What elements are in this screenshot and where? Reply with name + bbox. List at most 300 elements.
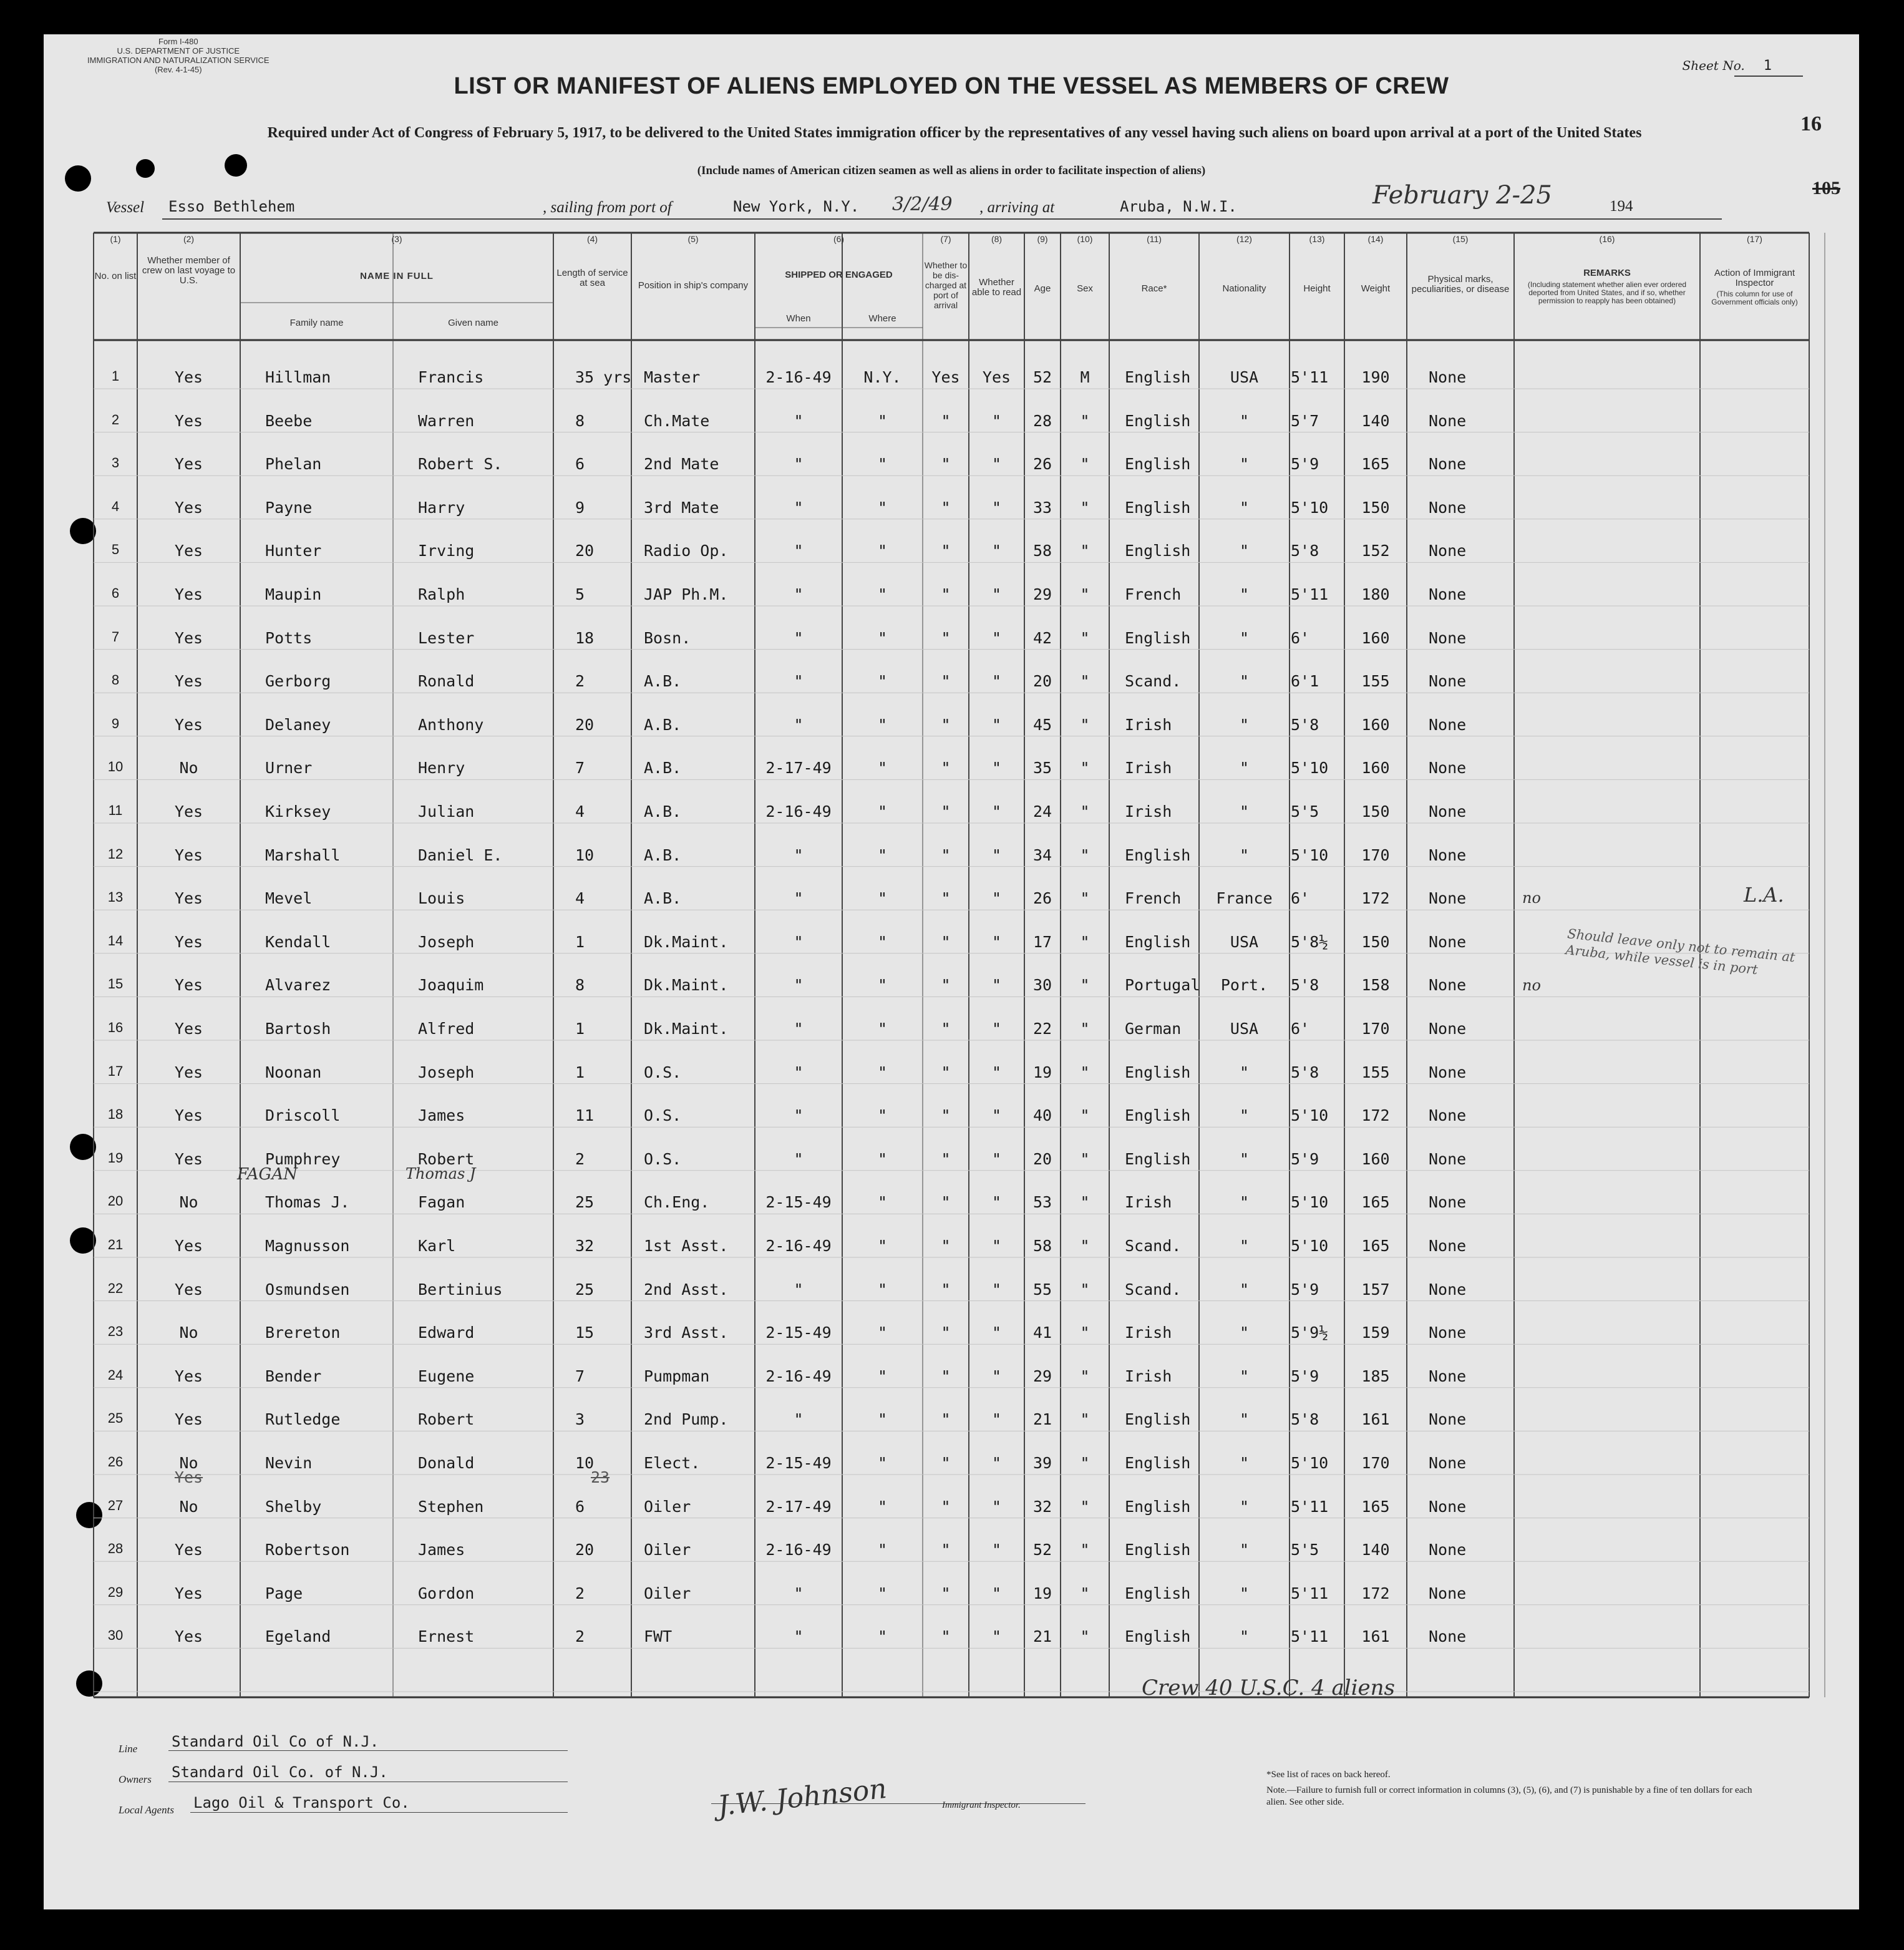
family-name: Rutledge [265, 1410, 341, 1429]
shipped-when: " [794, 846, 804, 864]
nationality: " [1239, 1454, 1250, 1472]
service-length: 20 [575, 715, 595, 734]
given-name: Stephen [418, 1497, 484, 1516]
physical-marks: None [1429, 976, 1467, 995]
col-header-sex: Sex [1077, 283, 1093, 294]
age: 55 [1032, 1280, 1052, 1299]
column-number: (15) [1452, 234, 1469, 244]
age: 30 [1032, 976, 1052, 995]
shipped-where: " [877, 498, 888, 517]
able-to-read: " [991, 1149, 1002, 1168]
previous-voyage: Yes [174, 455, 203, 474]
physical-marks: None [1429, 1149, 1467, 1168]
previous-voyage: No [179, 1497, 198, 1516]
row-number: 5 [111, 542, 120, 558]
col-header-family-name: Family name [289, 318, 344, 328]
height: 5'8 [1291, 1063, 1319, 1081]
shipped-when: " [794, 1280, 804, 1299]
position: A.B. [644, 889, 682, 908]
row-number: 10 [107, 759, 124, 775]
shipped-when: " [794, 976, 804, 995]
race: Irish [1125, 715, 1172, 734]
col-header-previous-voyage: Whether member of crew on last voyage to U.S. [142, 255, 236, 286]
arriving-label: , arriving at [979, 199, 1055, 216]
weight: 159 [1361, 1324, 1390, 1342]
shipped-where: " [877, 759, 888, 778]
col-header-physical-marks: Physical marks, peculiarities, or disease [1411, 274, 1510, 295]
row-number: 28 [107, 1541, 124, 1557]
col-header-given-name: Given name [448, 318, 498, 328]
race: English [1125, 846, 1191, 864]
shipped-when: " [794, 1063, 804, 1081]
age: 17 [1032, 932, 1052, 951]
shipped-where: " [877, 628, 888, 647]
shipped-where: " [877, 672, 888, 691]
family-name: Urner [265, 759, 313, 778]
nationality: " [1239, 1237, 1250, 1255]
able-to-read: " [991, 1584, 1002, 1602]
able-to-read: " [991, 585, 1002, 603]
given-name: Donald [418, 1454, 475, 1472]
nationality: " [1239, 1324, 1250, 1342]
shipped-when: 2-15-49 [765, 1324, 832, 1342]
height: 5'10 [1291, 1106, 1329, 1125]
weight: 140 [1361, 411, 1390, 430]
physical-marks: None [1429, 1367, 1467, 1385]
document-title: LIST OR MANIFEST OF ALIENS EMPLOYED ON THE VESSEL AS MEMBERS OF CREW [454, 73, 1449, 99]
age: 34 [1032, 846, 1052, 864]
discharged: " [941, 1324, 951, 1342]
weight: 190 [1361, 368, 1390, 386]
position: 3rd Mate [644, 498, 719, 517]
position: 3rd Asst. [644, 1324, 729, 1342]
family-name: Potts [265, 628, 313, 647]
age: 53 [1032, 1193, 1052, 1212]
race: English [1125, 1627, 1191, 1646]
previous-voyage: Yes [174, 1367, 203, 1385]
row-number: 1 [111, 368, 120, 384]
service-length: 8 [575, 976, 585, 995]
race: English [1125, 932, 1191, 951]
position: 2nd Mate [644, 455, 719, 474]
shipped-where: " [877, 802, 888, 821]
physical-marks: None [1429, 1237, 1467, 1255]
position: Oiler [644, 1584, 691, 1602]
position: Oiler [644, 1497, 691, 1516]
race: Scand. [1125, 672, 1182, 691]
position: O.S. [644, 1063, 682, 1081]
height: 5'10 [1291, 759, 1329, 778]
line-value: Standard Oil Co of N.J. [172, 1733, 379, 1750]
discharged: " [941, 1541, 951, 1559]
height: 5'10 [1291, 498, 1329, 517]
discharged: " [941, 1106, 951, 1125]
family-name: Beebe [265, 411, 313, 430]
given-name: Fagan [418, 1193, 465, 1212]
shipped-where: " [877, 1020, 888, 1038]
shipped-when: " [794, 715, 804, 734]
height: 5'10 [1291, 1237, 1329, 1255]
previous-voyage: Yes [174, 1410, 203, 1429]
height: 5'11 [1291, 1497, 1329, 1516]
row-number: 2 [111, 411, 120, 427]
nationality: Port. [1220, 976, 1268, 995]
position: 1st Asst. [644, 1237, 729, 1255]
row26-struck-service: 23 [591, 1468, 610, 1486]
shipped-when: 2-16-49 [765, 802, 832, 821]
row-number: 12 [107, 846, 124, 862]
physical-marks: None [1429, 455, 1467, 474]
family-name: Thomas J. [265, 1193, 350, 1212]
given-name: Francis [418, 368, 484, 386]
race: Irish [1125, 1324, 1172, 1342]
agents-label: Local Agents [119, 1804, 174, 1816]
physical-marks: None [1429, 932, 1467, 951]
height: 5'8 [1291, 715, 1319, 734]
shipped-where: " [877, 889, 888, 908]
nationality: " [1239, 802, 1250, 821]
nationality: " [1239, 1280, 1250, 1299]
row-number: 27 [107, 1497, 124, 1513]
race: Irish [1125, 1367, 1172, 1385]
previous-voyage: Yes [174, 715, 203, 734]
given-name: Robert S. [418, 455, 503, 474]
race: Irish [1125, 759, 1172, 778]
sex: " [1080, 889, 1090, 908]
service-length: 1 [575, 932, 585, 951]
discharged: " [941, 411, 951, 430]
discharged: " [941, 715, 951, 734]
physical-marks: None [1429, 368, 1467, 386]
age: 26 [1032, 889, 1052, 908]
weight: 152 [1361, 542, 1390, 560]
col-header-where: Where [868, 313, 896, 324]
shipped-when: 2-17-49 [765, 759, 832, 778]
row-number: 18 [107, 1106, 124, 1123]
given-name: James [418, 1106, 465, 1125]
previous-voyage: Yes [174, 542, 203, 560]
sex: " [1080, 846, 1090, 864]
discharged: " [941, 1020, 951, 1038]
given-name: Lester [418, 628, 475, 647]
row15-remark: no [1522, 977, 1541, 994]
age: 19 [1032, 1584, 1052, 1602]
shipped-when: " [794, 542, 804, 560]
given-name: Henry [418, 759, 465, 778]
height: 5'10 [1291, 1454, 1329, 1472]
year-prefix: 194 [1610, 198, 1633, 215]
row-number: 20 [107, 1193, 124, 1209]
column-number: (13) [1309, 234, 1325, 244]
sex: " [1080, 1063, 1090, 1081]
family-name: Payne [265, 498, 313, 517]
service-length: 4 [575, 802, 585, 821]
column-number: (16) [1599, 234, 1615, 244]
row-number: 21 [107, 1237, 124, 1252]
height: 6' [1291, 889, 1310, 908]
physical-marks: None [1429, 1497, 1467, 1516]
agents-underline [190, 1812, 568, 1813]
shipped-where: " [877, 1454, 888, 1472]
race: English [1125, 1454, 1191, 1472]
row-number: 16 [107, 1020, 124, 1035]
weight: 160 [1361, 628, 1390, 647]
position: A.B. [644, 715, 682, 734]
col-header-service: Length of service at sea [556, 268, 628, 288]
previous-voyage: Yes [174, 585, 203, 603]
weight: 172 [1361, 1584, 1390, 1602]
service-length: 7 [575, 759, 585, 778]
sex: M [1080, 368, 1090, 386]
nationality: " [1239, 1584, 1250, 1602]
position: Dk.Maint. [644, 932, 729, 951]
vessel-label: Vessel [106, 199, 145, 216]
shipped-where: " [877, 585, 888, 603]
race: English [1125, 542, 1191, 560]
service-length: 2 [575, 1627, 585, 1646]
physical-marks: None [1429, 1627, 1467, 1646]
position: Dk.Maint. [644, 976, 729, 995]
discharged: " [941, 1367, 951, 1385]
sex: " [1080, 1627, 1090, 1646]
height: 5'8 [1291, 976, 1319, 995]
able-to-read: " [991, 1063, 1002, 1081]
position: 2nd Pump. [644, 1410, 729, 1429]
age: 41 [1032, 1324, 1052, 1342]
nationality: " [1239, 1410, 1250, 1429]
discharged: " [941, 889, 951, 908]
agents-value: Lago Oil & Transport Co. [193, 1794, 410, 1811]
physical-marks: None [1429, 1020, 1467, 1038]
able-to-read: " [991, 976, 1002, 995]
service-length: 32 [575, 1237, 595, 1255]
shipped-where: " [877, 846, 888, 864]
family-name: Magnusson [265, 1237, 350, 1255]
previous-voyage: Yes [174, 889, 203, 908]
sex: " [1080, 542, 1090, 560]
family-name: Kendall [265, 932, 331, 951]
age: 45 [1032, 715, 1052, 734]
sex: " [1080, 802, 1090, 821]
discharged: " [941, 759, 951, 778]
sex: " [1080, 585, 1090, 603]
weight: 161 [1361, 1410, 1390, 1429]
row-number: 8 [111, 672, 120, 688]
able-to-read: " [991, 1454, 1002, 1472]
column-number: (5) [687, 234, 699, 244]
sex: " [1080, 1149, 1090, 1168]
height: 6'1 [1291, 672, 1319, 691]
race: English [1125, 1541, 1191, 1559]
row-number: 4 [111, 498, 120, 514]
age: 32 [1032, 1497, 1052, 1516]
shipped-when: " [794, 932, 804, 951]
owners-value: Standard Oil Co. of N.J. [172, 1763, 388, 1781]
given-name: Eugene [418, 1367, 475, 1385]
inspector-underline [711, 1803, 1086, 1804]
able-to-read: " [991, 889, 1002, 908]
column-number: (1) [110, 234, 121, 244]
sex: " [1080, 1020, 1090, 1038]
position: Dk.Maint. [644, 1020, 729, 1038]
height: 5'11 [1291, 1627, 1329, 1646]
family-name: Nevin [265, 1454, 313, 1472]
race: English [1125, 455, 1191, 474]
nationality: USA [1230, 1020, 1259, 1038]
race: Scand. [1125, 1280, 1182, 1299]
row-number: 11 [108, 802, 123, 818]
height: 5'9 [1291, 1367, 1319, 1385]
family-name: Marshall [265, 846, 341, 864]
col-header-race: Race* [1141, 283, 1167, 294]
sex: " [1080, 1193, 1090, 1212]
shipped-where: " [877, 1149, 888, 1168]
col-header-shipped: SHIPPED OR ENGAGED [785, 270, 893, 280]
shipped-where: N.Y. [863, 368, 901, 386]
column-number: (14) [1367, 234, 1384, 244]
given-name: Ernest [418, 1627, 475, 1646]
nationality: " [1239, 1497, 1250, 1516]
sailing-port: New York, N.Y. [733, 198, 860, 215]
age: 29 [1032, 1367, 1052, 1385]
line-label: Line [119, 1743, 138, 1755]
arrival-date-handwritten: February 2-25 [1372, 181, 1552, 210]
discharged: " [941, 1237, 951, 1255]
sex: " [1080, 1584, 1090, 1602]
able-to-read: " [991, 1627, 1002, 1646]
col-header-able-to-read: Whether able to read [971, 277, 1022, 298]
row26-struck-previous: Yes [174, 1468, 203, 1486]
row13-remark: no [1522, 889, 1541, 907]
height: 5'8½ [1291, 932, 1329, 951]
weight: 157 [1361, 1280, 1390, 1299]
position: Master [644, 368, 701, 386]
row-number: 24 [107, 1367, 124, 1383]
previous-voyage: No [179, 1454, 198, 1472]
position: 2nd Asst. [644, 1280, 729, 1299]
shipped-where: " [877, 1410, 888, 1429]
discharged: " [941, 1280, 951, 1299]
shipped-where: " [877, 1193, 888, 1212]
row-number: 3 [111, 455, 120, 471]
previous-voyage: Yes [174, 1237, 203, 1255]
given-name: Louis [418, 889, 465, 908]
arriving-port: Aruba, N.W.I. [1120, 198, 1237, 215]
sailing-date-handwritten: 3/2/49 [892, 193, 953, 215]
requirement-statement: Required under Act of Congress of February 5, 1917, to be delivered to the United States immigration officer by the representatives of any vessel having such aliens on board upon arrival at a port of the United States [267, 125, 1642, 141]
able-to-read: " [991, 498, 1002, 517]
nationality: " [1239, 1367, 1250, 1385]
race: English [1125, 628, 1191, 647]
height: 5'7 [1291, 411, 1319, 430]
given-name: Robert [418, 1149, 475, 1168]
weight: 158 [1361, 976, 1390, 995]
form-line: IMMIGRATION AND NATURALIZATION SERVICE [87, 56, 270, 65]
nationality: France [1216, 889, 1273, 908]
service-length: 6 [575, 1497, 585, 1516]
col-header-height: Height [1303, 283, 1331, 294]
discharged: " [941, 932, 951, 951]
inclusion-note: (Include names of American citizen seamen as well as aliens in order to facilitate inspection of aliens) [697, 164, 1206, 177]
weight: 170 [1361, 846, 1390, 864]
physical-marks: None [1429, 759, 1467, 778]
age: 39 [1032, 1454, 1052, 1472]
shipped-when: " [794, 1106, 804, 1125]
row-number: 25 [107, 1410, 124, 1426]
sex: " [1080, 1367, 1090, 1385]
shipped-where: " [877, 1280, 888, 1299]
shipped-where: " [877, 976, 888, 995]
height: 5'9 [1291, 455, 1319, 474]
row-number: 19 [107, 1149, 124, 1166]
height: 5'8 [1291, 1410, 1319, 1429]
physical-marks: None [1429, 802, 1467, 821]
previous-voyage: No [179, 759, 198, 778]
age: 33 [1032, 498, 1052, 517]
race: Irish [1125, 1193, 1172, 1212]
col-header-discharged: Whether to be dis-charged at port of arrival [924, 260, 968, 310]
race: Irish [1125, 802, 1172, 821]
age: 58 [1032, 1237, 1052, 1255]
service-length: 20 [575, 1541, 595, 1559]
service-length: 5 [575, 585, 585, 603]
previous-voyage: No [179, 1193, 198, 1212]
weight: 155 [1361, 672, 1390, 691]
row-number: 30 [107, 1627, 124, 1644]
race: Scand. [1125, 1237, 1182, 1255]
physical-marks: None [1429, 1410, 1467, 1429]
weight: 165 [1361, 1193, 1390, 1212]
race: French [1125, 585, 1182, 603]
sex: " [1080, 1541, 1090, 1559]
physical-marks: None [1429, 1584, 1467, 1602]
weight: 150 [1361, 498, 1390, 517]
able-to-read: " [991, 846, 1002, 864]
vessel-name: Esso Bethlehem [168, 198, 295, 215]
discharged: Yes [931, 368, 960, 386]
able-to-read: " [991, 1193, 1002, 1212]
shipped-when: " [794, 1584, 804, 1602]
family-name: Osmundsen [265, 1280, 350, 1299]
shipped-where: " [877, 455, 888, 474]
physical-marks: None [1429, 628, 1467, 647]
race: English [1125, 1497, 1191, 1516]
service-length: 4 [575, 889, 585, 908]
height: 5'11 [1291, 368, 1329, 386]
age: 40 [1032, 1106, 1052, 1125]
service-length: 3 [575, 1410, 585, 1429]
discharged: " [941, 976, 951, 995]
age: 52 [1032, 368, 1052, 386]
discharged: " [941, 1454, 951, 1472]
age: 35 [1032, 759, 1052, 778]
struck-page-number: 105 [1812, 178, 1840, 198]
shipped-when: " [794, 455, 804, 474]
discharged: " [941, 542, 951, 560]
shipped-where: " [877, 932, 888, 951]
row-number: 22 [107, 1280, 124, 1296]
nationality: " [1239, 1541, 1250, 1559]
discharged: " [941, 672, 951, 691]
shipped-when: " [794, 585, 804, 603]
race: English [1125, 498, 1191, 517]
position: A.B. [644, 759, 682, 778]
sex: " [1080, 411, 1090, 430]
race: English [1125, 1063, 1191, 1081]
service-length: 2 [575, 672, 585, 691]
physical-marks: None [1429, 1324, 1467, 1342]
given-name: Daniel E. [418, 846, 503, 864]
